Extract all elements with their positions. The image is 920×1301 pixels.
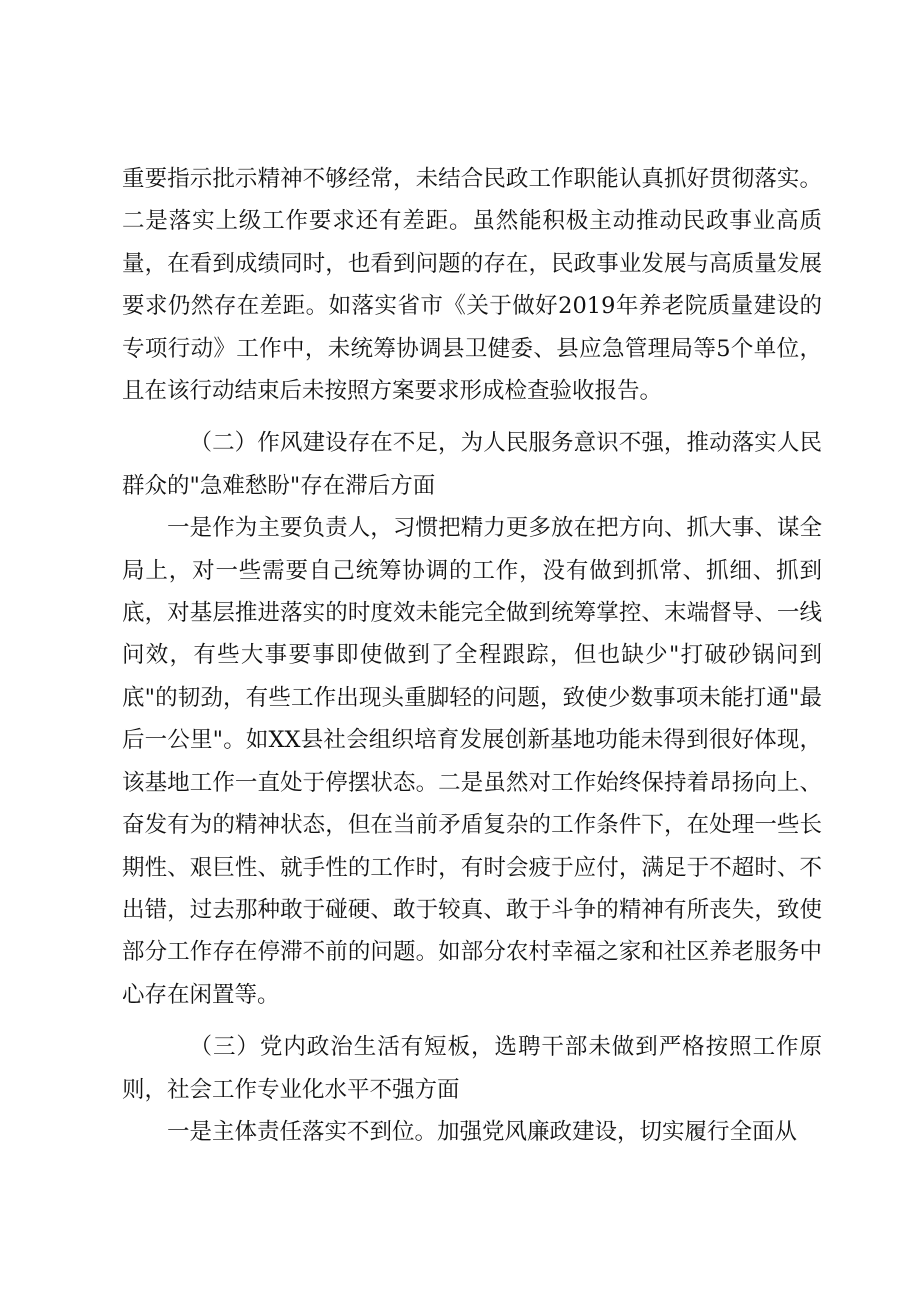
section-heading-2: （二）作风建设存在不足，为人民服务意识不强，推动落实人民群众的"急难愁盼"存在滞后方面	[122, 430, 822, 499]
paragraph-section-3: 一是主体责任落实不到位。加强党风廉政建设，切实履行全面从	[167, 1118, 798, 1145]
section-heading-3: （三）党内政治生活有短板，选聘干部未做到严格按照工作原则，社会工作专业化水平不强方面	[122, 1034, 822, 1103]
document-body	[122, 158, 822, 1153]
paragraph-section-1-continued: 重要指示批示精神不够经常，未结合民政工作职能认真抓好贯彻落实。二是落实上级工作要求还有差距。虽然能积极主动推动民政事业高质量，在看到成绩同时，也看到问题的存在，民政事业发展与高质量发展要求仍然存在差距。如落实省市《关于做好2019年养老院质量建设的专项行动》工作中，未统筹协调县卫健委、县应急管理局等5个单位，且在该行动结束后未按照方案要求形成检查验收报告。	[122, 166, 822, 405]
paragraph-section-2: 一是作为主要负责人，习惯把精力更多放在把方向、抓大事、谋全局上，对一些需要自己统筹协调的工作，没有做到抓常、抓细、抓到底，对基层推进落实的时度效未能完全做到统筹掌控、末端督导、一线问效，有些大事要事即使做到了全程跟踪，但也缺少"打破砂锅问到底"的韧劲，有些工作出现头重脚轻的问题，致使少数事项未能打通"最后一公里"。如XX县社会组织培育发展创新基地功能未得到很好体现，该基地工作一直处于停摆状态。二是虽然对工作始终保持着昂扬向上、奋发有为的精神状态，但在当前矛盾复杂的工作条件下，在处理一些长期性、艰巨性、就手性的工作时，有时会疲于应付，满足于不超时、不出错，过去那种敢于碰硬、敢于较真、敢于斗争的精神有所丧失，致使部分工作存在停滞不前的问题。如部分农村幸福之家和社区养老服务中心存在闲置等。	[122, 515, 822, 1008]
paragraph-spacer	[122, 1016, 822, 1026]
paragraph-spacer	[122, 412, 822, 422]
